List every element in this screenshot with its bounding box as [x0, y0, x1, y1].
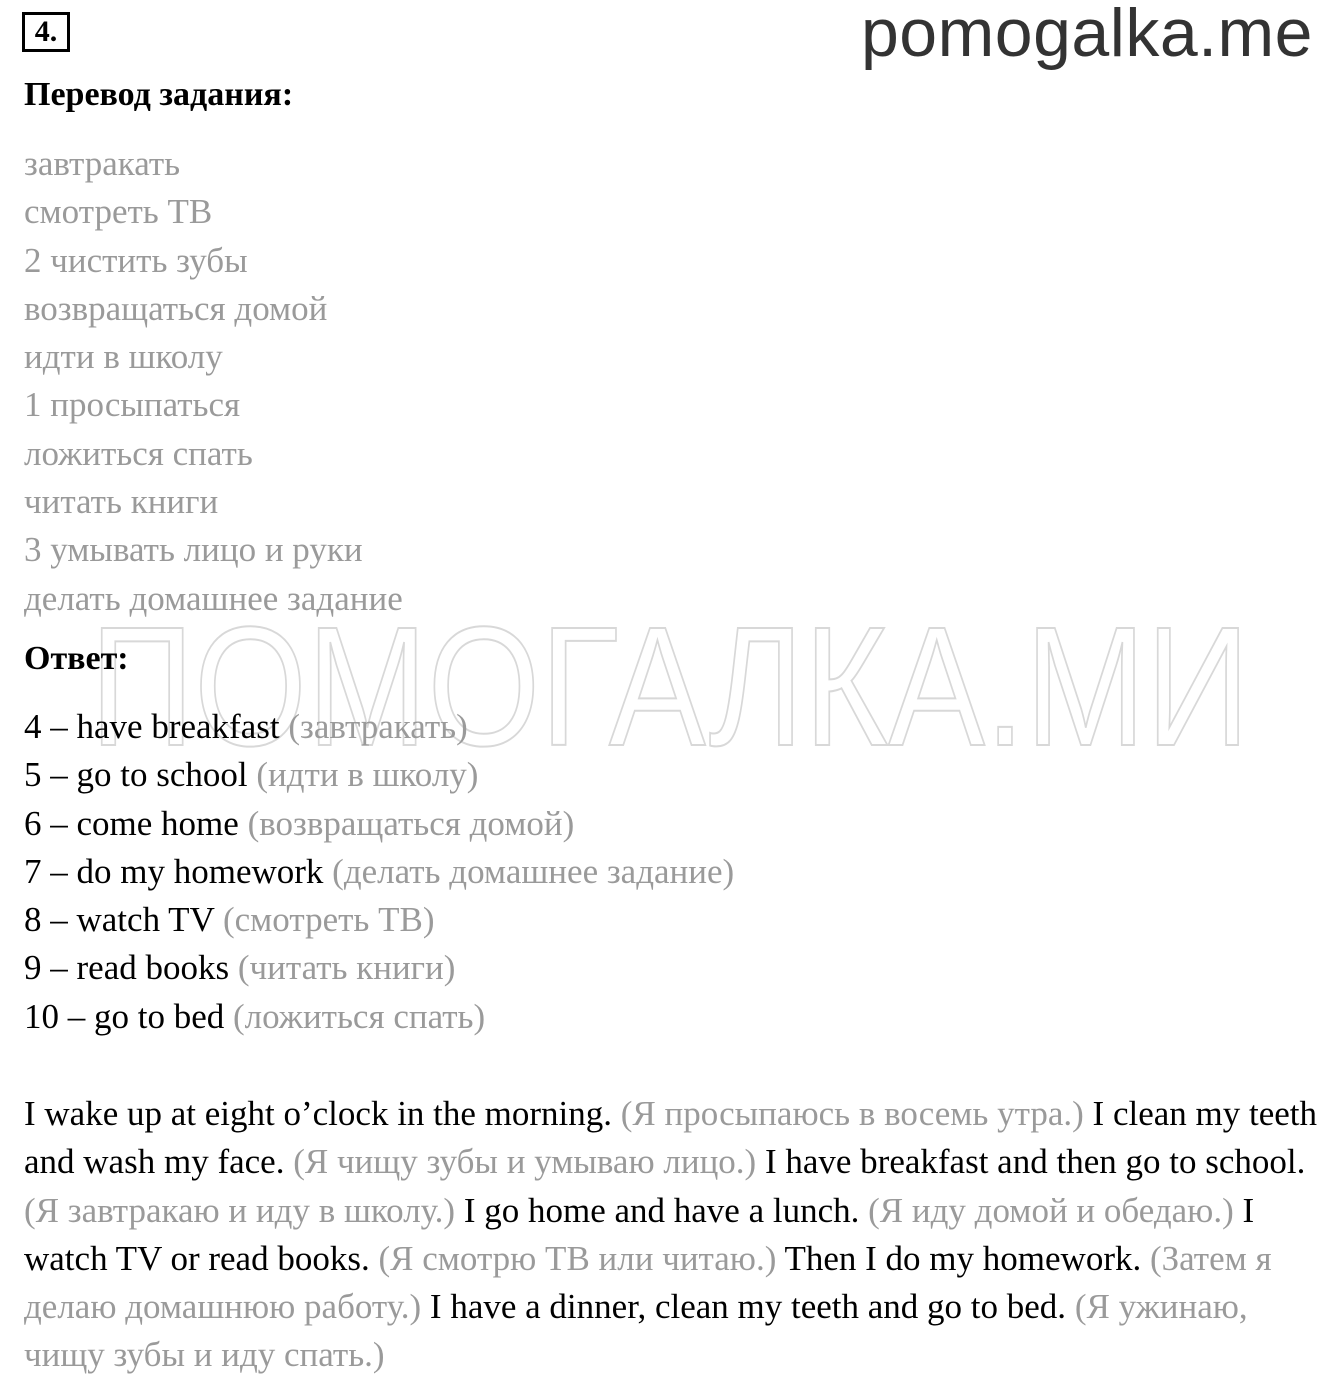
story-sentence-russian: (Я ужинаю, чищу зубы и иду спать.): [24, 1287, 1248, 1375]
answer-english: 10 – go to bed: [24, 996, 225, 1036]
translation-item: ложиться спать: [24, 433, 253, 473]
answer-item: [24, 703, 734, 751]
answer-russian: (делать домашнее задание): [332, 851, 735, 891]
story-sentence-english: I have breakfast and then go to school.: [764, 1142, 1306, 1182]
story-sentence-russian: (Я иду домой и обедаю.): [868, 1190, 1234, 1230]
translation-item: 2 чистить зубы: [24, 240, 248, 280]
answer-english: 4 – have breakfast: [24, 707, 280, 746]
answer-russian: (идти в школу): [256, 755, 479, 795]
translation-item: завтракать: [24, 144, 181, 183]
translation-item: возвращаться домой: [24, 288, 328, 328]
answer-heading: Ответ:: [24, 640, 129, 677]
answer-item: [24, 993, 734, 1041]
translation-heading: Перевод задания:: [24, 76, 294, 113]
answer-russian: (ложиться спать): [233, 996, 486, 1036]
answer-item: [24, 800, 734, 848]
answer-russian: (смотреть ТВ): [222, 900, 435, 940]
story-sentence-english: I wake up at eight o’clock in the morning.: [24, 1094, 613, 1133]
answer-list: [24, 703, 734, 1041]
story-sentence-english: I go home and have a lunch.: [463, 1190, 860, 1230]
story-sentence-english: I have a dinner, clean my teeth and go to bed.: [429, 1287, 1067, 1327]
answer-english: 7 – do my homework: [24, 851, 324, 891]
translation-item: делать домашнее задание: [24, 578, 403, 618]
answer-item: [24, 944, 734, 992]
answer-russian: (читать книги): [237, 948, 456, 988]
answer-english: 5 – go to school: [24, 755, 248, 795]
answer-item: [24, 848, 734, 896]
answer-item: [24, 896, 734, 944]
translation-item: 3 умывать лицо и руки: [24, 530, 363, 570]
story-sentence-english: Then I do my homework.: [784, 1238, 1142, 1278]
story-sentence-english: I watch TV or read books.: [24, 1190, 1255, 1278]
story-sentence-russian: (Я смотрю ТВ или читаю.): [378, 1238, 777, 1278]
translation-list: [24, 140, 403, 623]
answer-english: 6 – come home: [24, 803, 239, 843]
story-sentence-english: I clean my teeth and wash my face.: [24, 1094, 1318, 1182]
story-sentence-russian: (Я чищу зубы и умываю лицо.): [293, 1142, 757, 1182]
translation-item: смотреть ТВ: [24, 192, 213, 232]
answer-english: 9 – read books: [24, 948, 230, 988]
site-logo: pomogalka.me: [860, 0, 1313, 71]
story-sentence-russian: (Затем я делаю домашнюю работу.): [24, 1238, 1272, 1327]
translation-item: 1 просыпаться: [24, 385, 241, 425]
translation-item: идти в школу: [24, 337, 223, 377]
story-sentence-russian: (Я просыпаюсь в восемь утра.): [620, 1094, 1084, 1133]
translation-item: читать книги: [24, 482, 219, 522]
answer-item: [24, 751, 734, 799]
story-sentence-russian: (Я завтракаю и иду в школу.): [24, 1190, 456, 1230]
answer-russian: (возвращаться домой): [247, 803, 575, 843]
task-number: 4.: [22, 12, 70, 52]
story-paragraph: [24, 1090, 1319, 1380]
answer-english: 8 – watch TV: [24, 900, 215, 940]
watermark-text: ПОМОГАЛКА.МИ: [90, 600, 1250, 780]
answer-russian: (завтракать): [288, 707, 468, 746]
